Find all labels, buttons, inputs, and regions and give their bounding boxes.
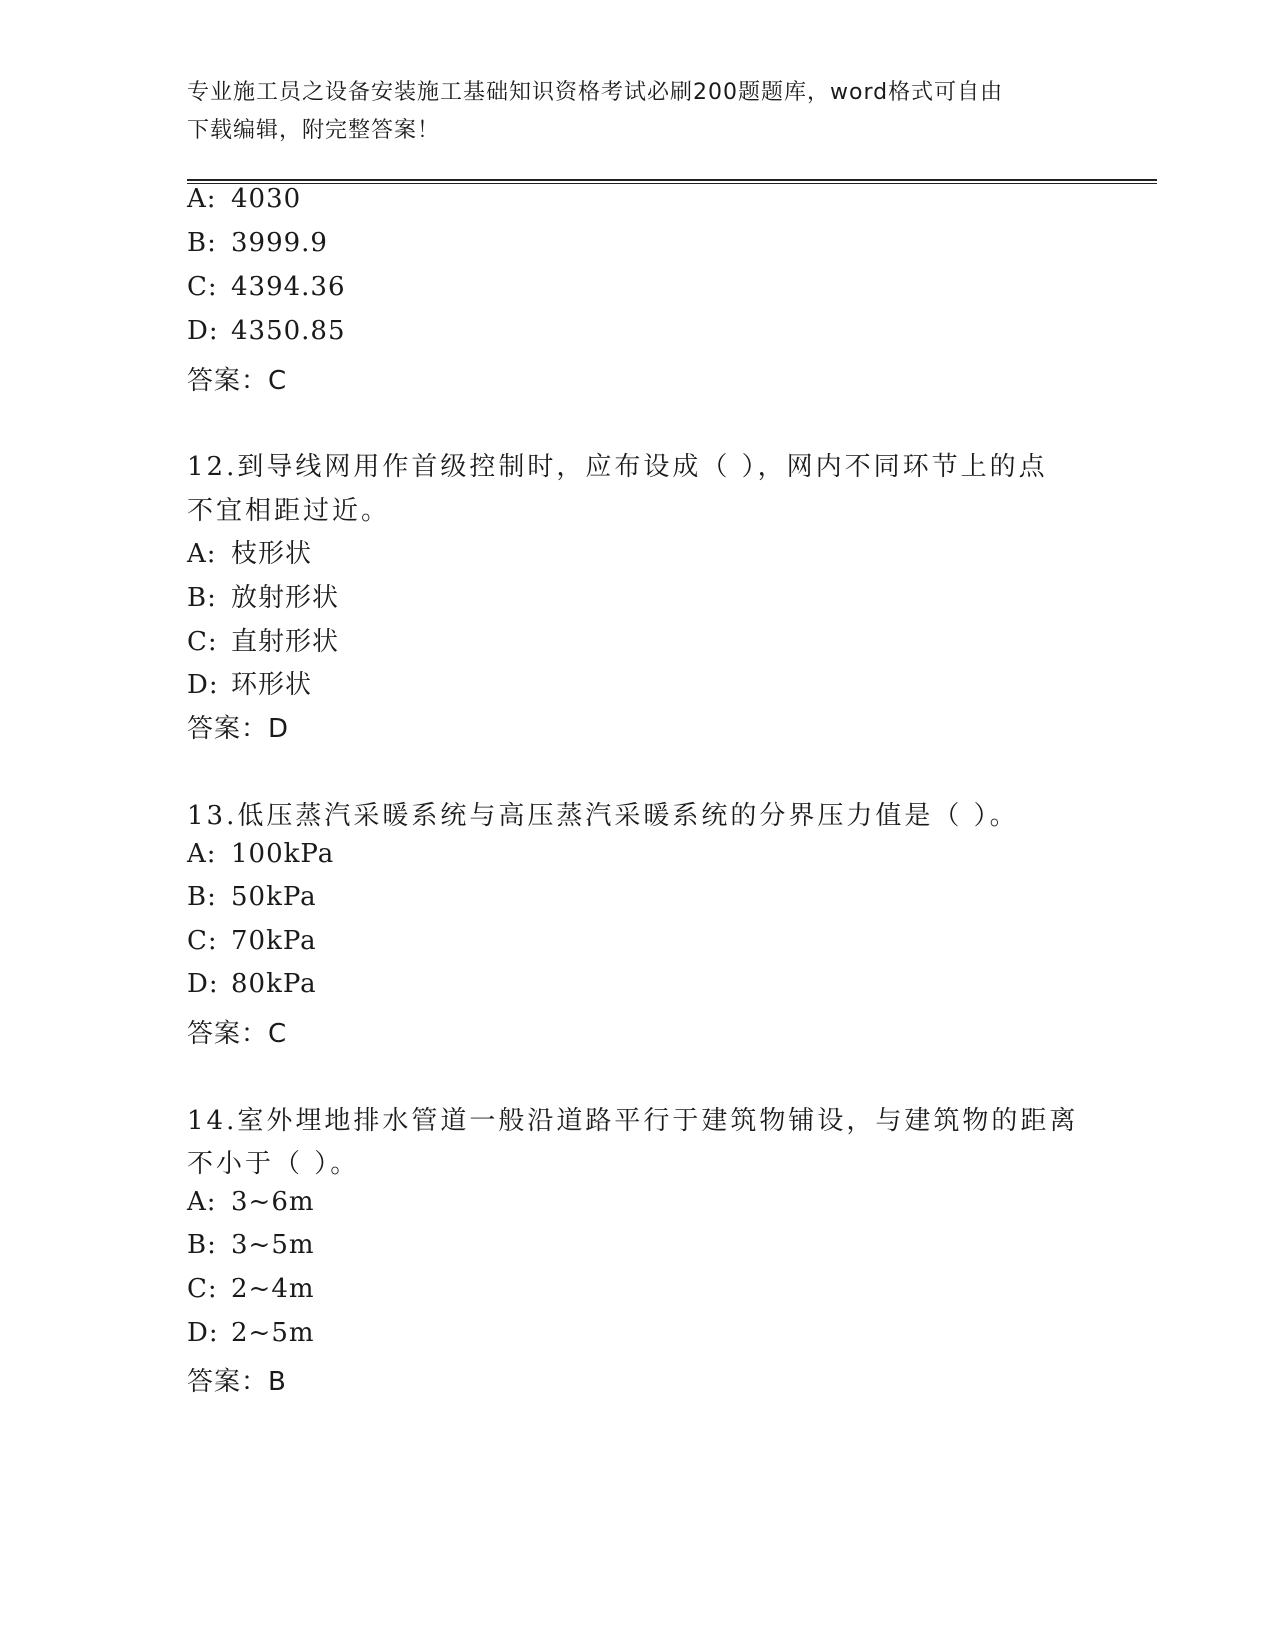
option-label: D: xyxy=(187,1318,219,1348)
option-text: 4030 xyxy=(231,184,302,214)
header-divider xyxy=(187,179,1157,184)
option-text: 4394.36 xyxy=(231,272,346,302)
option-label: C: xyxy=(187,627,218,657)
option-text: 3999.9 xyxy=(231,228,328,258)
answer: 答案：D xyxy=(187,714,290,744)
question-14-line-1: 14.室外埋地排水管道一般沿道路平行于建筑物铺设，与建筑物的距离 xyxy=(187,1106,1079,1136)
option-label: B: xyxy=(187,228,217,258)
option-label: D: xyxy=(187,316,219,346)
option-label: C: xyxy=(187,272,218,302)
option-d xyxy=(187,664,312,701)
option-text: 2~4m xyxy=(231,1274,315,1304)
option-c xyxy=(187,1274,315,1304)
question-13-line-1: 13.低压蒸汽采暖系统与高压蒸汽采暖系统的分界压力值是（ ）。 xyxy=(187,801,1019,831)
option-c xyxy=(187,926,317,956)
option-text: 3~5m xyxy=(231,1230,315,1260)
option-text: 70kPa xyxy=(231,926,317,956)
option-label: A: xyxy=(187,184,217,214)
option-b xyxy=(187,577,339,614)
option-a xyxy=(187,1187,315,1217)
question-12-line-1: 12.到导线网用作首级控制时，应布设成（ ），网内不同环节上的点 xyxy=(187,452,1048,482)
answer: 答案：C xyxy=(187,1019,288,1049)
option-d xyxy=(187,316,346,346)
option-b xyxy=(187,882,317,912)
option-b xyxy=(187,228,328,258)
option-d xyxy=(187,1318,315,1348)
option-text: 50kPa xyxy=(231,882,317,912)
option-a xyxy=(187,533,312,570)
option-label: A: xyxy=(187,1187,217,1217)
option-b xyxy=(187,1230,315,1260)
option-c xyxy=(187,621,339,658)
question-12-line-2: 不宜相距过近。 xyxy=(187,496,391,526)
option-label: C: xyxy=(187,926,218,956)
option-label: B: xyxy=(187,1230,217,1260)
option-text: 枝形状 xyxy=(231,539,313,569)
option-text: 2~5m xyxy=(231,1318,315,1348)
option-label: A: xyxy=(187,539,217,569)
option-d xyxy=(187,969,317,999)
option-text: 100kPa xyxy=(231,839,335,869)
option-label: B: xyxy=(187,583,217,613)
option-a xyxy=(187,839,334,869)
option-a xyxy=(187,184,301,214)
option-text: 80kPa xyxy=(231,969,317,999)
document-header xyxy=(187,74,1087,150)
option-label: D: xyxy=(187,670,219,700)
option-label: C: xyxy=(187,1274,218,1304)
option-label: D: xyxy=(187,969,219,999)
option-c xyxy=(187,272,346,302)
header-line-2: 下载编辑，附完整答案！ xyxy=(187,118,441,143)
option-label: B: xyxy=(187,882,217,912)
option-label: A: xyxy=(187,839,217,869)
answer: 答案：B xyxy=(187,1367,287,1397)
option-text: 3~6m xyxy=(231,1187,315,1217)
option-text: 直射形状 xyxy=(231,627,340,657)
question-14-line-2: 不小于（ ）。 xyxy=(187,1149,360,1179)
option-text: 4350.85 xyxy=(231,316,346,346)
option-text: 放射形状 xyxy=(231,583,340,613)
option-text: 环形状 xyxy=(231,670,313,700)
answer: 答案：C xyxy=(187,366,288,396)
header-line-1: 专业施工员之设备安装施工基础知识资格考试必刷200题题库，word格式可自由 xyxy=(187,80,1004,105)
